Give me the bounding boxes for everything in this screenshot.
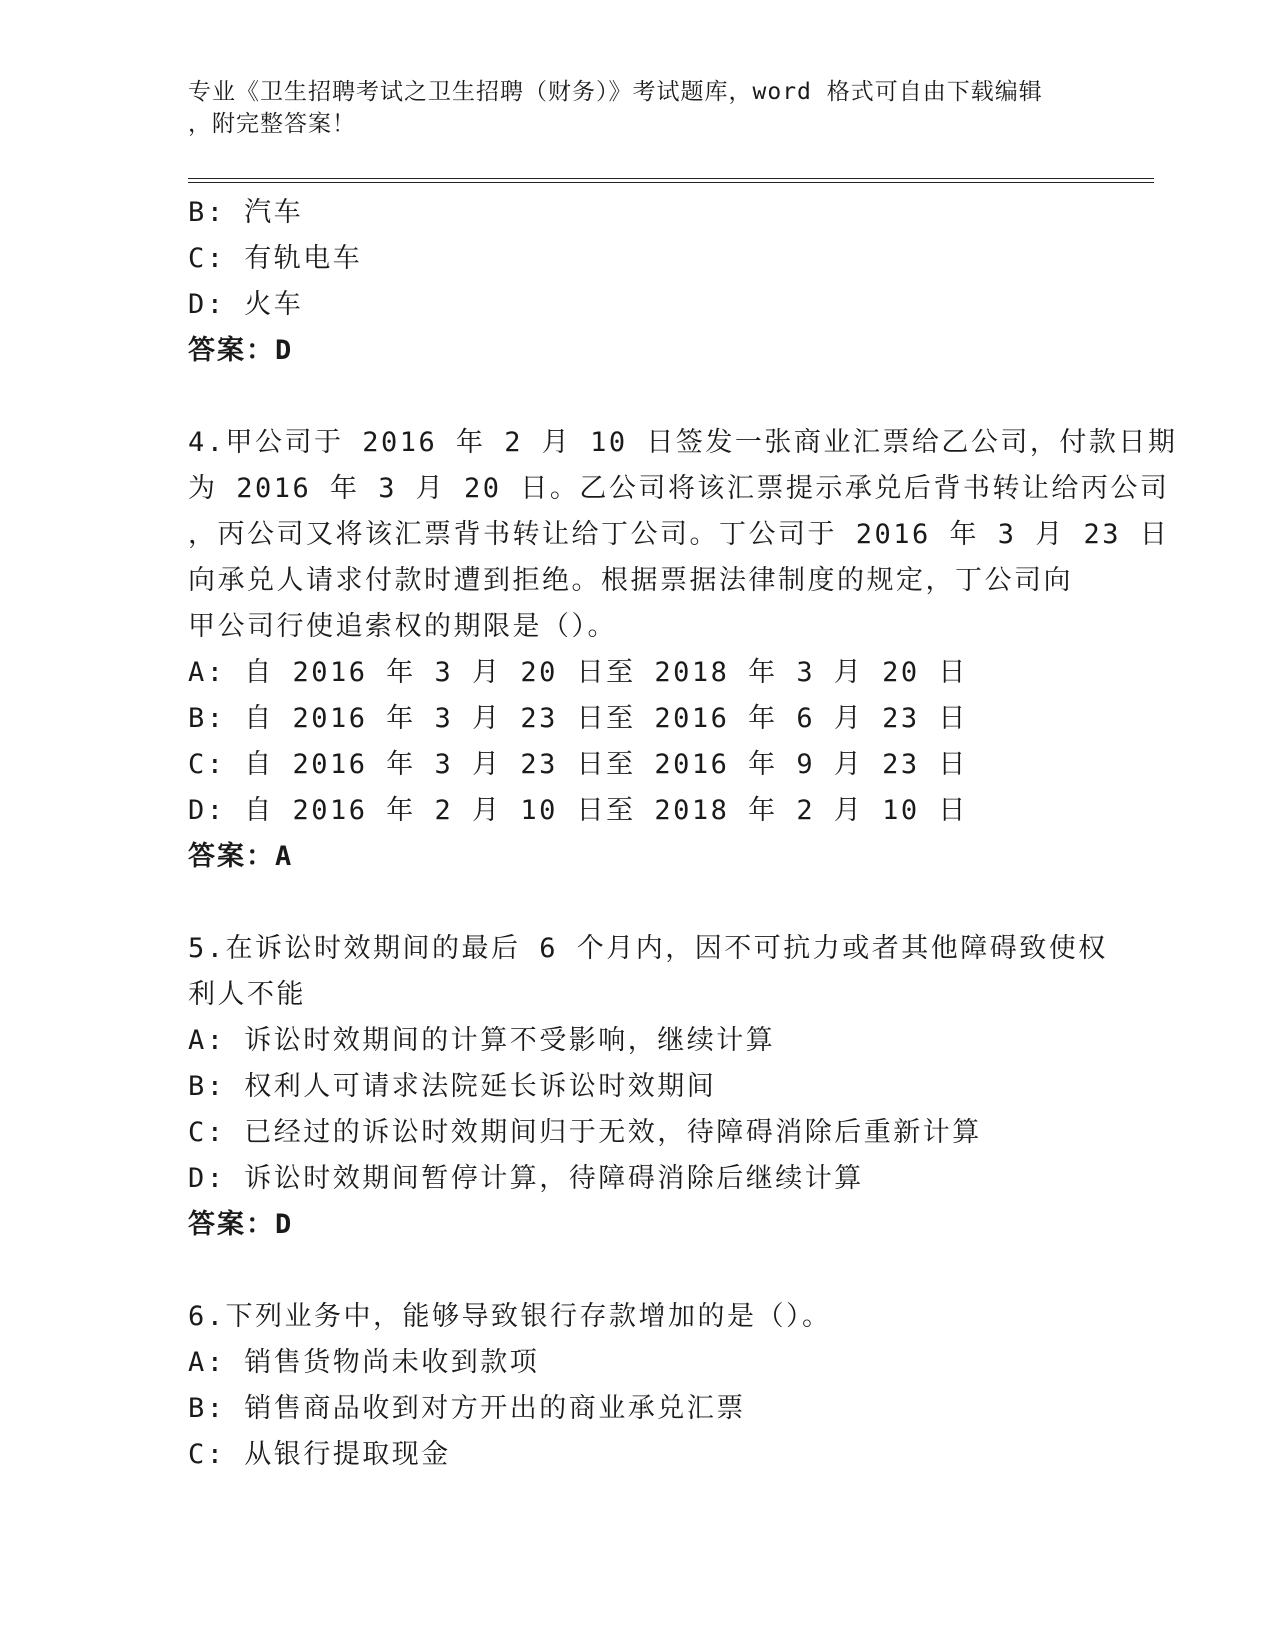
question-6 xyxy=(188,1294,1068,1478)
option-b: B: 权利人可请求法院延长诉讼时效期间 xyxy=(188,1071,717,1102)
option-d: D: 火车 xyxy=(188,289,304,320)
question-stem-line: 为 2016 年 3 月 20 日。乙公司将该汇票提示承兑后背书转让给丙公司 xyxy=(188,473,1170,504)
option-d: D: 自 2016 年 2 月 10 日至 2018 年 2 月 10 日 xyxy=(188,795,968,826)
answer-line: 答案：D xyxy=(188,1209,294,1240)
question-3-tail xyxy=(188,190,1068,374)
question-4 xyxy=(188,420,1178,880)
question-stem-line: ，丙公司又将该汇票背书转让给丁公司。丁公司于 2016 年 3 月 23 日 xyxy=(188,519,1170,550)
question-stem-line: 4.甲公司于 2016 年 2 月 10 日签发一张商业汇票给乙公司，付款日期 xyxy=(188,427,1178,458)
answer-line: 答案：D xyxy=(188,335,294,366)
question-stem-line: 5.在诉讼时效期间的最后 6 个月内，因不可抗力或者其他障碍致使权 xyxy=(188,933,1108,964)
option-b: B: 汽车 xyxy=(188,197,304,228)
spacer xyxy=(188,374,1068,420)
question-stem-line: 甲公司行使追索权的期限是（）。 xyxy=(188,611,617,642)
spacer xyxy=(188,1248,1068,1294)
option-d: D: 诉讼时效期间暂停计算，待障碍消除后继续计算 xyxy=(188,1163,864,1194)
question-content xyxy=(188,190,1178,1478)
option-b: B: 自 2016 年 3 月 23 日至 2016 年 6 月 23 日 xyxy=(188,703,968,734)
question-5 xyxy=(188,926,1108,1248)
spacer xyxy=(188,880,1068,926)
option-a: A: 销售货物尚未收到款项 xyxy=(188,1347,540,1378)
option-c: C: 有轨电车 xyxy=(188,243,363,274)
option-c: C: 自 2016 年 3 月 23 日至 2016 年 9 月 23 日 xyxy=(188,749,968,780)
option-a: A: 诉讼时效期间的计算不受影响，继续计算 xyxy=(188,1025,776,1056)
question-stem-line: 6.下列业务中，能够导致银行存款增加的是（）。 xyxy=(188,1301,832,1332)
answer-line: 答案：A xyxy=(188,841,294,872)
option-b: B: 销售商品收到对方开出的商业承兑汇票 xyxy=(188,1393,746,1424)
header-title-line-1: 专业《卫生招聘考试之卫生招聘（财务）》考试题库，word 格式可自由下载编辑 xyxy=(188,79,1043,105)
question-stem-line: 向承兑人请求付款时遭到拒绝。根据票据法律制度的规定，丁公司向 xyxy=(188,565,1073,596)
option-c: C: 已经过的诉讼时效期间归于无效，待障碍消除后重新计算 xyxy=(188,1117,982,1148)
document-header xyxy=(188,76,1068,140)
header-double-rule xyxy=(188,178,1154,183)
option-a: A: 自 2016 年 3 月 20 日至 2018 年 3 月 20 日 xyxy=(188,657,968,688)
option-c: C: 从银行提取现金 xyxy=(188,1439,451,1470)
header-title-line-2: ，附完整答案！ xyxy=(188,111,356,137)
question-stem-line: 利人不能 xyxy=(188,979,306,1010)
